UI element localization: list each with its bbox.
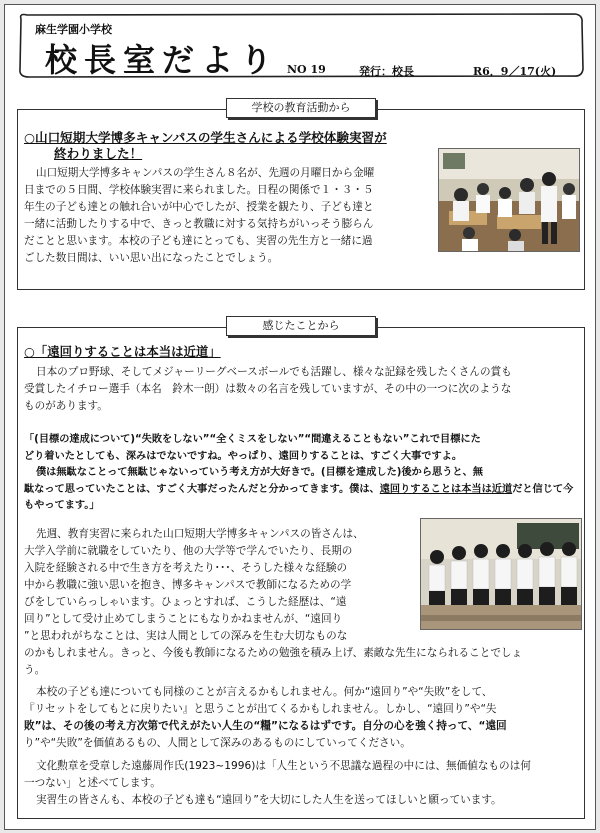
section1-heading bbox=[24, 130, 434, 162]
body-line: 日までの５日間、学校体験実習に来られました。日程の関係で１・３・５ bbox=[24, 184, 374, 196]
quote-line: どり着いたとしても、深みはでないですね。やっぱり、遠回りすることは、すごく大事ですよ。 bbox=[24, 450, 463, 462]
body-line: 文化勲章を受章した遠藤周作氏(1923~1996)は「人生という不思議な過程の中には、無価値なものは何 bbox=[36, 760, 531, 772]
body-line: 受賞したイチロー選手（本名 鈴木一朗）は数々の名言を残していますが、その中の一つに次のような bbox=[24, 383, 512, 395]
classroom-photo-image bbox=[439, 149, 580, 252]
issue-number: NO 19 bbox=[287, 63, 326, 76]
quote-text: だと信じて今もやってます。」 bbox=[24, 483, 574, 511]
quote-highlight: 遠回りすることは本当は近道 bbox=[379, 483, 513, 495]
body-line: 日本のプロ野球、そしてメジャーリーグベースボールでも活躍し、様々な記録を残したくさんの賞も bbox=[36, 366, 512, 378]
body-line: ものがあります。 bbox=[24, 400, 108, 412]
body-line: り”や“失敗”を価値あるもの、人間として深みのあるものにしていってください。 bbox=[24, 737, 411, 749]
quote-text: 駄なって思っていたことは、すごく大事だったんだと分かってきます。僕は、 bbox=[24, 483, 380, 495]
body-line: びをしていらっしゃいます。ひょっとすれば、こうした経歴は、“遠 bbox=[24, 596, 347, 608]
body-line: ”と思われがちなことは、実は人間としての深みを生む大切なものな bbox=[24, 630, 348, 642]
body-line: ごした数日間は、いい思い出になったことでしょう。 bbox=[24, 252, 279, 264]
body-line: 一つない」と述べてします。 bbox=[24, 777, 161, 789]
section-reflections bbox=[17, 319, 585, 819]
newsletter-title: 校長室だより bbox=[45, 41, 280, 79]
body-line: 先週、教育実習に来られた山口短期大学博多キャンパスの皆さんは、 bbox=[36, 528, 364, 540]
body-line: 回り”として受け止めてしまうことにもなりかねませんが、“遠回り bbox=[24, 613, 343, 625]
quote-line: 「(目標の達成について)“失敗をしない”“全くミスをしない”“間違えることもない”これで目標にた bbox=[24, 434, 481, 445]
children-paragraph bbox=[24, 684, 582, 752]
section1-heading-line: 終わりました！ bbox=[54, 146, 143, 161]
classroom-photo bbox=[438, 148, 580, 252]
section-label: 感じたことから bbox=[226, 316, 376, 336]
publisher: 発行：校長 bbox=[359, 65, 414, 78]
body-line: 山口短期大学博多キャンパスの学生さん８名が、先週の月曜日から金曜 bbox=[36, 167, 375, 179]
students-photo-image bbox=[421, 519, 582, 630]
school-name: 麻生学園小学校 bbox=[35, 23, 112, 36]
section-school-activities bbox=[17, 101, 585, 290]
intro-paragraph bbox=[24, 364, 580, 415]
section1-heading-line: ○山口短期大学博多キャンパスの学生さんによる学校体験実習が bbox=[24, 130, 387, 145]
newsletter-page bbox=[4, 4, 596, 830]
body-line: 一緒に活動したりする中で、きっと教職に対する気持ちがいっそう膨らん bbox=[24, 218, 374, 230]
body-line: 大学入学前に就職をしていたり、他の大学等で学んでいたり、長期の bbox=[24, 545, 353, 557]
section1-body bbox=[24, 165, 436, 267]
body-line: 実習生の皆さんも、本校の子ども達も“遠回り”を大切にした人生を送ってほしいと願っています。 bbox=[36, 794, 502, 806]
students-photo bbox=[420, 518, 582, 630]
ichiro-quote bbox=[24, 432, 582, 515]
section-label: 学校の教育活動から bbox=[226, 98, 376, 118]
quote-line bbox=[24, 482, 582, 515]
newsletter-header bbox=[15, 11, 587, 79]
endo-paragraph bbox=[24, 758, 582, 809]
body-line: 本校の子ども達についても同様のことが言えるかもしれません。何か“遠回り”や“失敗”をして、 bbox=[36, 686, 493, 698]
body-line: だことと思います。本校の子ども達にとっても、実習の先生方と一緒に過 bbox=[24, 235, 373, 247]
body-line: 中から教職に強い思いを抱き、博多キャンパスで教師になるための学 bbox=[24, 579, 352, 591]
quote-line: 僕は無駄なことって無駄じゃないっていう考え方が大好きで。(目標を達成した)後から思うと、無 bbox=[36, 467, 483, 478]
issue-date: R6．9／17(火) bbox=[473, 65, 557, 78]
body-line: のかもしれません。きっと、今後も教師になるための勉強を積み上げ、素敵な先生になられることでしょ bbox=[24, 647, 523, 659]
body-line: 『リセットをしてもとに戻りたい』と思うことが出てくるかもしれません。しかし、“遠回り”や“失 bbox=[24, 703, 497, 715]
body-line: 年生の子ども達との触れ合いが中心でしたが、授業を観たり、子ども達と bbox=[24, 201, 374, 213]
body-line: 入院を経験される中で生き方を考えたり･･･、そうした様々な経験の bbox=[24, 562, 348, 574]
body-line: 敗”は、その後の考え方次第で代えがたい人生の“糧”になるはずです。自分の心を強く持って、“遠回 bbox=[24, 720, 507, 732]
section2-heading: ○「遠回りすることは本当は近道」 bbox=[24, 344, 221, 359]
body-line: う。 bbox=[24, 664, 46, 676]
